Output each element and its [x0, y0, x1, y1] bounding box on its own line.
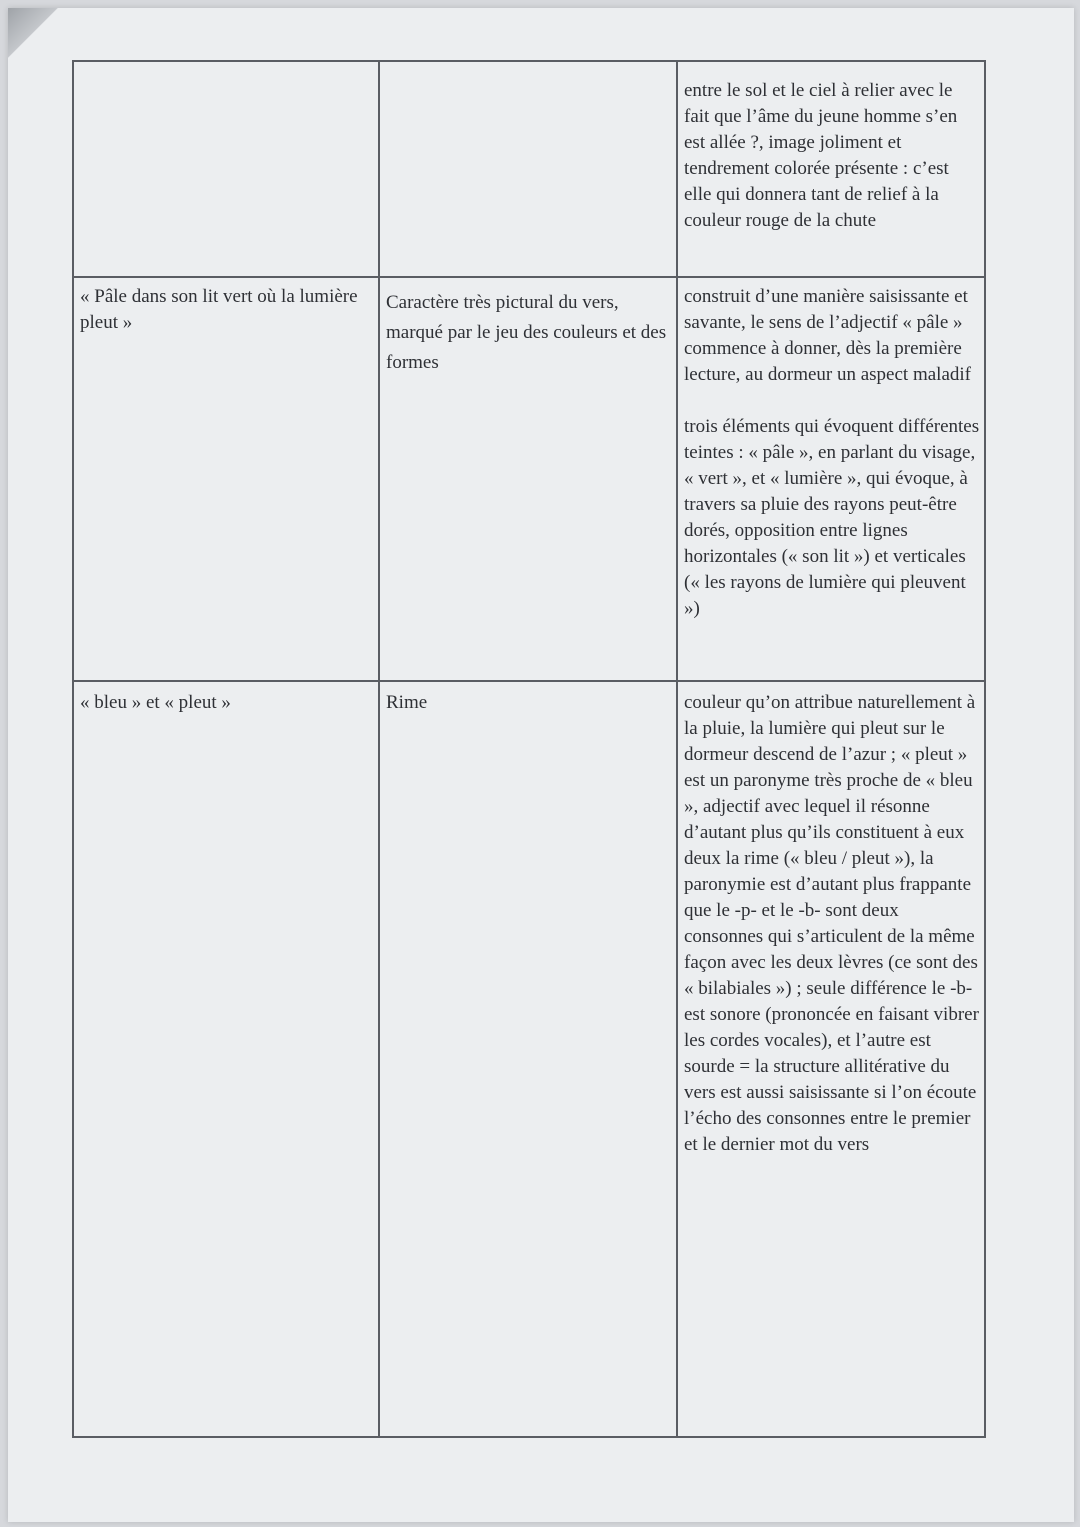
folded-corner — [8, 8, 88, 68]
figure-cell — [379, 681, 677, 1437]
quote-cell — [73, 277, 379, 681]
analysis-cell — [677, 277, 985, 681]
quote-cell — [73, 681, 379, 1437]
figure-cell — [379, 61, 677, 277]
table-row — [73, 277, 985, 681]
analysis-paragraph: entre le sol et le ciel à relier avec le fait que l’âme du jeune homme s’en est allée ?, image joliment et tendrement colorée présente : c’est elle qui donnera tant de relief à la couleur rouge de la chute — [684, 80, 958, 231]
figure-text: Caractère très pictural du vers, marqué par le jeu des couleurs et des formes — [386, 292, 667, 373]
table-row — [73, 61, 985, 277]
figure-text: Rime — [386, 692, 428, 713]
analysis-paragraph: construit d’une manière saisissante et savante, le sens de l’adjectif « pâle » commence à donner, dès la première lecture, au dormeur un aspect maladif — [684, 286, 971, 385]
analysis-cell — [677, 681, 985, 1437]
quote-cell — [73, 61, 379, 277]
analysis-paragraph: trois éléments qui évoquent différentes teintes : « pâle », en parlant du visage, « vert », et « lumière », qui évoque, à travers sa pluie des rayons peut-être dorés, opposition entre lignes horizontales (« son lit ») et verticales (« les rayons de lumière qui pleuvent ») — [684, 416, 980, 619]
analysis-paragraph: couleur qu’on attribue naturellement à la pluie, la lumière qui pleut sur le dormeur descend de l’azur ; « pleut » est un paronyme très proche de « bleu », adjectif avec lequel il résonne d’autant plus qu’ils constituent à eux deux la rime (« bleu / pleut »), la paronymie est d’autant plus frappante que le -p- et le -b- sont deux consonnes qui s’articulent de la même façon avec les deux lèvres (ce sont des « bilabiales ») ; seule différence le -b- est sonore (prononcée en faisant vibrer les cordes vocales), et l’autre est sourde = la structure allitérative du vers est aussi saisissante si l’on écoute l’écho des consonnes entre le premier et le dernier mot du vers — [684, 692, 979, 1155]
analysis-table — [72, 60, 986, 1438]
figure-cell — [379, 277, 677, 681]
analysis-cell — [677, 61, 985, 277]
quote-text: « Pâle dans son lit vert où la lumière pleut » — [80, 286, 358, 333]
quote-text: « bleu » et « pleut » — [80, 692, 231, 713]
table-row — [73, 681, 985, 1437]
